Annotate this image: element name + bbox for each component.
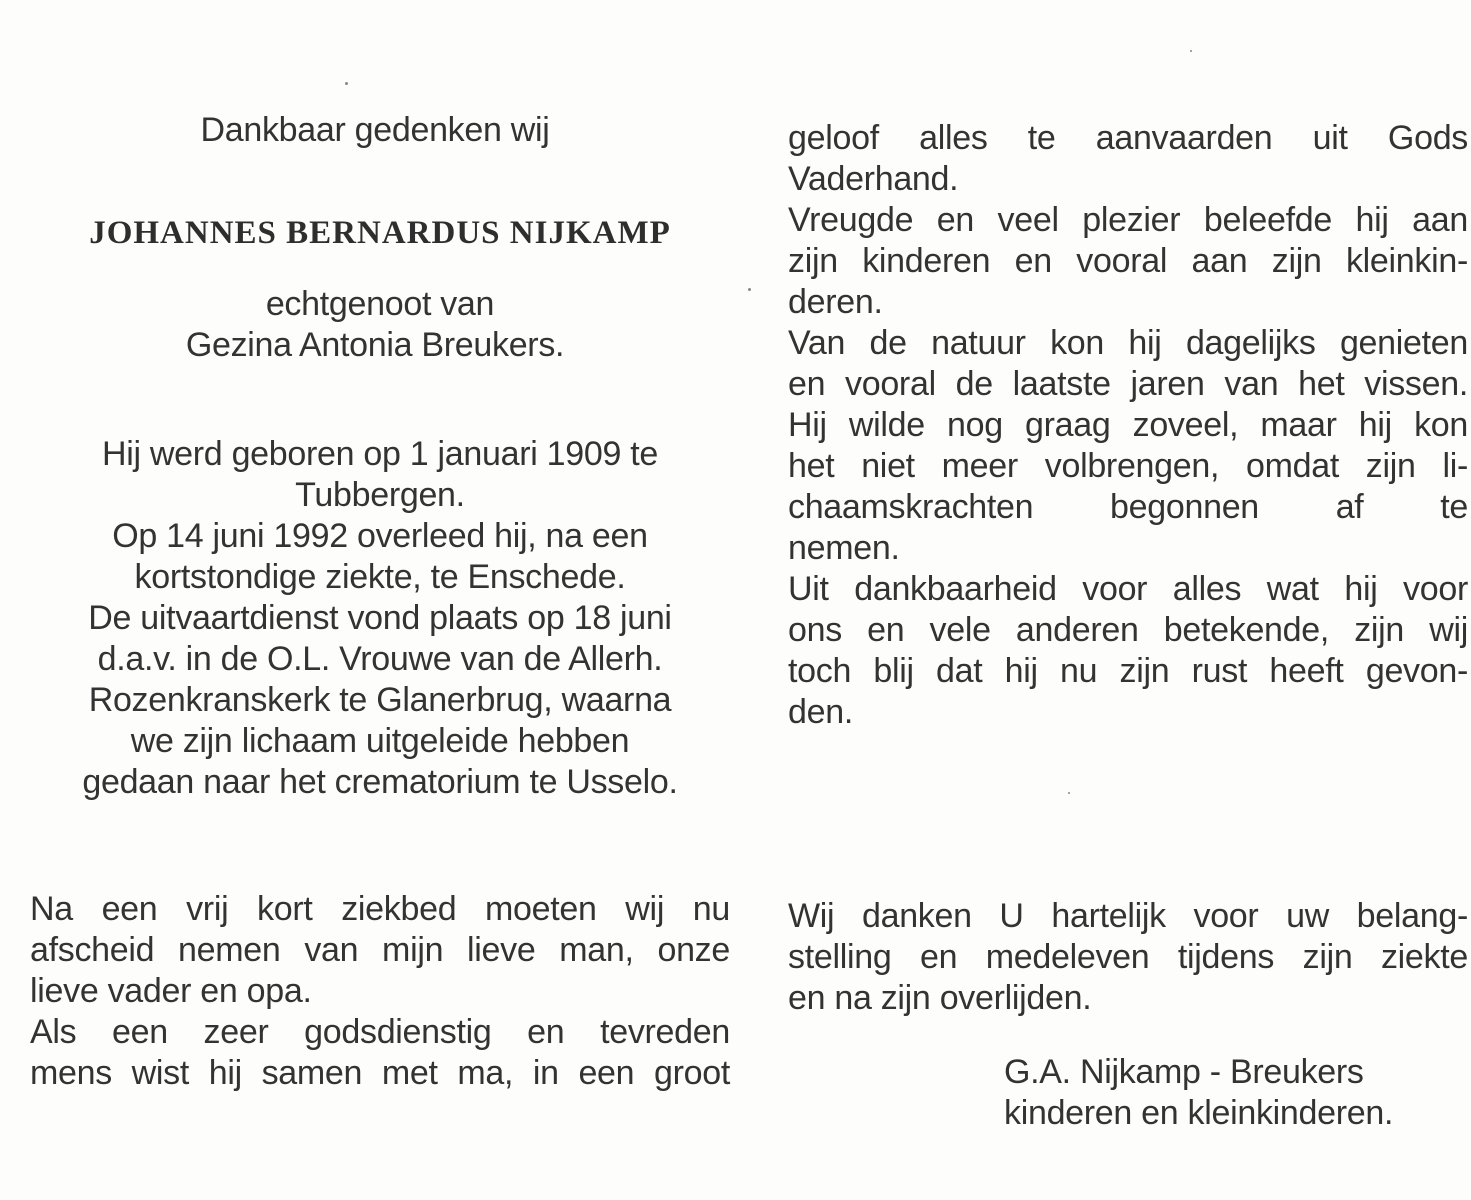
- spouse-name: Gezina Antonia Breukers.: [185, 326, 565, 364]
- right-text-block: [788, 118, 1468, 733]
- text-line: mens wist hij samen met ma, in een groot: [30, 1054, 730, 1092]
- signature-block: [1004, 1052, 1468, 1134]
- text-line: lieve vader en opa.: [30, 972, 312, 1010]
- text-line: deren.: [788, 283, 883, 321]
- text-line: Als een zeer godsdienstig en tevreden: [30, 1013, 730, 1051]
- spouse-label: echtgenoot van: [265, 285, 495, 323]
- bio-line: Hij werd geboren op 1 januari 1909 te: [102, 435, 658, 473]
- left-column: [30, 110, 730, 1094]
- scan-speck: [345, 82, 348, 85]
- right-column: [788, 118, 1468, 1134]
- bio-block: [30, 434, 730, 803]
- deceased-name: JOHANNES BERNARDUS NIJKAMP: [89, 215, 671, 251]
- thanks-block: [788, 896, 1468, 1019]
- text-line: en vooral de laatste jaren van het vissen.: [788, 365, 1468, 403]
- bio-line: Tubbergen.: [295, 476, 465, 514]
- signature-line: G.A. Nijkamp - Breukers: [1004, 1053, 1364, 1091]
- text-line: Na een vrij kort ziekbed moeten wij nu: [30, 890, 730, 928]
- scan-speck: [748, 288, 751, 291]
- text-line: Vreugde en veel plezier beleefde hij aan: [788, 201, 1468, 239]
- scan-speck: [1190, 50, 1192, 52]
- text-line: ons en vele anderen betekende, zijn wij: [788, 611, 1468, 649]
- text-line: den.: [788, 693, 853, 731]
- text-line: Uit dankbaarheid voor alles wat hij voor: [788, 570, 1468, 608]
- text-line: Van de natuur kon hij dagelijks genieten: [788, 324, 1468, 362]
- text-line: chaamskrachten begonnen af te: [788, 488, 1468, 526]
- text-line: Hij wilde nog graag zoveel, maar hij kon: [788, 406, 1468, 444]
- bio-line: Rozenkranskerk te Glanerbrug, waarna: [88, 681, 672, 719]
- text-line: toch blij dat hij nu zijn rust heeft gevon-: [788, 652, 1468, 690]
- bio-line: kortstondige ziekte, te Enschede.: [134, 558, 626, 596]
- text-line: het niet meer volbrengen, omdat zijn li-: [788, 447, 1468, 485]
- bio-line: De uitvaartdienst vond plaats op 18 juni: [88, 599, 672, 637]
- text-line: nemen.: [788, 529, 900, 567]
- bio-line: Op 14 juni 1992 overleed hij, na een: [112, 517, 648, 555]
- left-text-block: [30, 889, 730, 1094]
- bio-line: gedaan naar het crematorium te Usselo.: [82, 763, 678, 801]
- thanks-line: Wij danken U hartelijk voor uw belang-: [788, 897, 1468, 935]
- intro-line: Dankbaar gedenken wij: [200, 111, 550, 149]
- thanks-line: en na zijn overlijden.: [788, 979, 1092, 1017]
- bio-line: we zijn lichaam uitgeleide hebben: [130, 722, 630, 760]
- text-line: Vaderhand.: [788, 160, 959, 198]
- text-line: afscheid nemen van mijn lieve man, onze: [30, 931, 730, 969]
- bio-line: d.a.v. in de O.L. Vrouwe van de Allerh.: [97, 640, 663, 678]
- text-line: zijn kinderen en vooral aan zijn kleinkin-: [788, 242, 1468, 280]
- thanks-line: stelling en medeleven tijdens zijn ziekte: [788, 938, 1468, 976]
- text-line: geloof alles te aanvaarden uit Gods: [788, 119, 1468, 157]
- signature-line: kinderen en kleinkinderen.: [1004, 1094, 1394, 1132]
